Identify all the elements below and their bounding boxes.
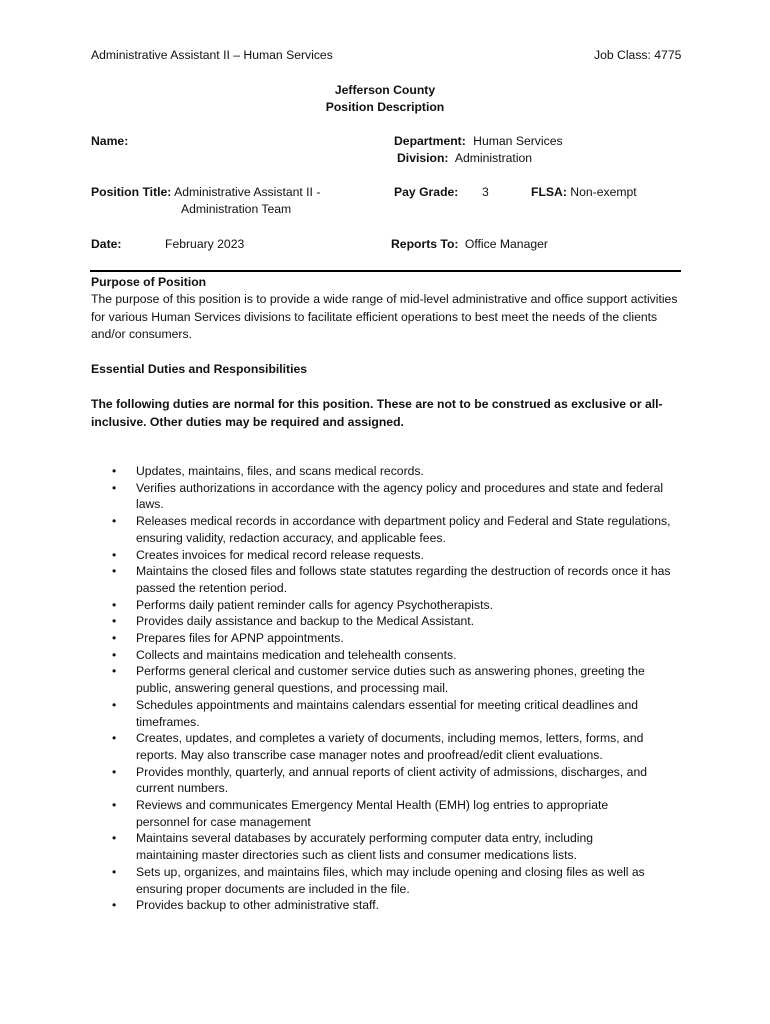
duty-item	[91, 563, 683, 596]
duty-text: Provides daily assistance and backup to the Medical Assistant.	[136, 614, 475, 629]
date-label: Date:	[91, 237, 122, 251]
flsa-label: FLSA:	[531, 185, 567, 199]
duty-text: ensuring validity, redaction accuracy, and applicable fees.	[136, 530, 446, 545]
org-name: Jefferson County	[334, 83, 436, 97]
pay-grade-label: Pay Grade:	[394, 185, 459, 199]
duty-text: Verifies authorizations in accordance with the agency policy and procedures and state and federal	[136, 480, 664, 495]
duty-item	[91, 797, 683, 830]
duty-item	[91, 647, 683, 664]
bullet-icon: •	[112, 664, 117, 679]
duty-text: maintaining master directories such as client lists and consumer medications lists.	[136, 848, 577, 863]
header-position-title: Administrative Assistant II – Human Services	[91, 48, 333, 62]
duty-item	[91, 864, 683, 897]
duty-text: Sets up, organizes, and maintains files, which may include opening and closing files as well as	[136, 864, 645, 879]
bullet-icon: •	[112, 731, 117, 746]
document-title: Position Description	[325, 100, 445, 114]
duty-text: Creates invoices for medical record release requests.	[136, 547, 424, 562]
bullet-icon: •	[112, 547, 117, 562]
duty-text: Performs daily patient reminder calls for agency Psychotherapists.	[136, 597, 493, 612]
header-job-class: Job Class: 4775	[594, 48, 682, 62]
duty-text: personnel for case management	[136, 814, 311, 829]
bullet-icon: •	[112, 597, 117, 612]
duty-text: Performs general clerical and customer service duties such as answering phones, greeting the	[136, 664, 645, 679]
bullet-icon: •	[112, 764, 117, 779]
duty-text: reports. May also transcribe case manager notes and proofread/edit client evaluations.	[136, 747, 603, 762]
duty-text: Releases medical records in accordance with department policy and Federal and State regulations,	[136, 514, 671, 529]
bullet-icon: •	[112, 647, 117, 662]
duty-item	[91, 697, 683, 730]
bullet-icon: •	[112, 831, 117, 846]
name-label: Name:	[91, 134, 129, 148]
duty-text: ensuring proper documents are included in the file.	[136, 881, 410, 896]
duty-item	[91, 730, 683, 763]
duty-item	[91, 463, 683, 480]
duty-text: Schedules appointments and maintains calendars essential for meeting critical deadlines and	[136, 697, 639, 712]
date-value: February 2023	[165, 237, 245, 251]
bullet-icon: •	[112, 564, 117, 579]
reports-to-label: Reports To:	[391, 237, 459, 251]
duties-list	[91, 463, 683, 914]
duty-text: current numbers.	[136, 781, 229, 796]
division-field	[397, 150, 532, 167]
position-title-label: Position Title:	[91, 185, 172, 199]
duty-item	[91, 764, 683, 797]
duty-text: passed the retention period.	[136, 580, 288, 595]
duty-text: Creates, updates, and completes a variety of documents, including memos, letters, forms, and	[136, 731, 644, 746]
position-title-value: Administrative Assistant II -	[174, 185, 321, 199]
duties-note: The following duties are normal for this position. These are not to be construed as exclusive or all-inclusive. Other duties may be required and assigned.	[91, 397, 663, 429]
flsa-field	[531, 184, 637, 201]
duty-item	[91, 897, 683, 914]
bullet-icon: •	[112, 464, 117, 478]
duty-text: Maintains several databases by accurately performing computer data entry, including	[136, 831, 594, 846]
bullet-icon: •	[112, 697, 117, 712]
pay-grade-value: 3	[482, 185, 489, 199]
purpose-text: The purpose of this position is to provide a wide range of mid-level administrative and office support activities for various Human Services divisions to facilitate efficient operations to best meet the needs of the clients and/or consumers.	[91, 292, 678, 341]
bullet-icon: •	[112, 864, 117, 879]
bullet-icon: •	[112, 614, 117, 629]
position-title-value-line2: Administration Team	[181, 202, 292, 216]
duty-item	[91, 663, 683, 696]
duty-item	[91, 613, 683, 630]
duty-item	[91, 480, 683, 513]
duty-text: Collects and maintains medication and telehealth consents.	[136, 647, 457, 662]
duty-item	[91, 513, 683, 546]
duty-text: laws.	[136, 497, 164, 512]
reports-to-value: Office Manager	[464, 237, 548, 251]
duty-text: Provides monthly, quarterly, and annual reports of client activity of admissions, discharges, and	[136, 764, 647, 779]
duty-text: Reviews and communicates Emergency Mental Health (EMH) log entries to appropriate	[136, 798, 609, 813]
department-field	[394, 133, 563, 150]
position-title-field	[91, 184, 320, 201]
duty-text: Maintains the closed files and follows state statutes regarding the destruction of records once it has	[136, 564, 671, 579]
reports-to-field	[391, 236, 548, 253]
duty-item	[91, 830, 683, 863]
department-label: Department:	[394, 134, 466, 148]
duty-text: public, answering general questions, and processing mail.	[136, 681, 449, 696]
duty-text: Updates, maintains, files, and scans medical records.	[136, 464, 424, 478]
purpose-heading: Purpose of Position	[91, 275, 207, 289]
flsa-value: Non-exempt	[570, 185, 637, 199]
duty-item	[91, 597, 683, 614]
bullet-icon: •	[112, 514, 117, 529]
bullet-icon: •	[112, 798, 117, 813]
duty-item	[91, 630, 683, 647]
section-divider	[90, 270, 681, 272]
bullet-icon: •	[112, 480, 117, 495]
duty-text: timeframes.	[136, 714, 200, 729]
division-value: Administration	[454, 151, 533, 165]
bullet-icon: •	[112, 898, 117, 913]
duty-item	[91, 547, 683, 564]
bullet-icon: •	[112, 631, 117, 646]
duty-text: Prepares files for APNP appointments.	[136, 631, 344, 646]
department-value: Human Services	[473, 134, 563, 148]
division-label: Division:	[397, 151, 449, 165]
duties-heading: Essential Duties and Responsibilities	[91, 362, 308, 376]
duty-text: Provides backup to other administrative staff.	[136, 898, 379, 913]
